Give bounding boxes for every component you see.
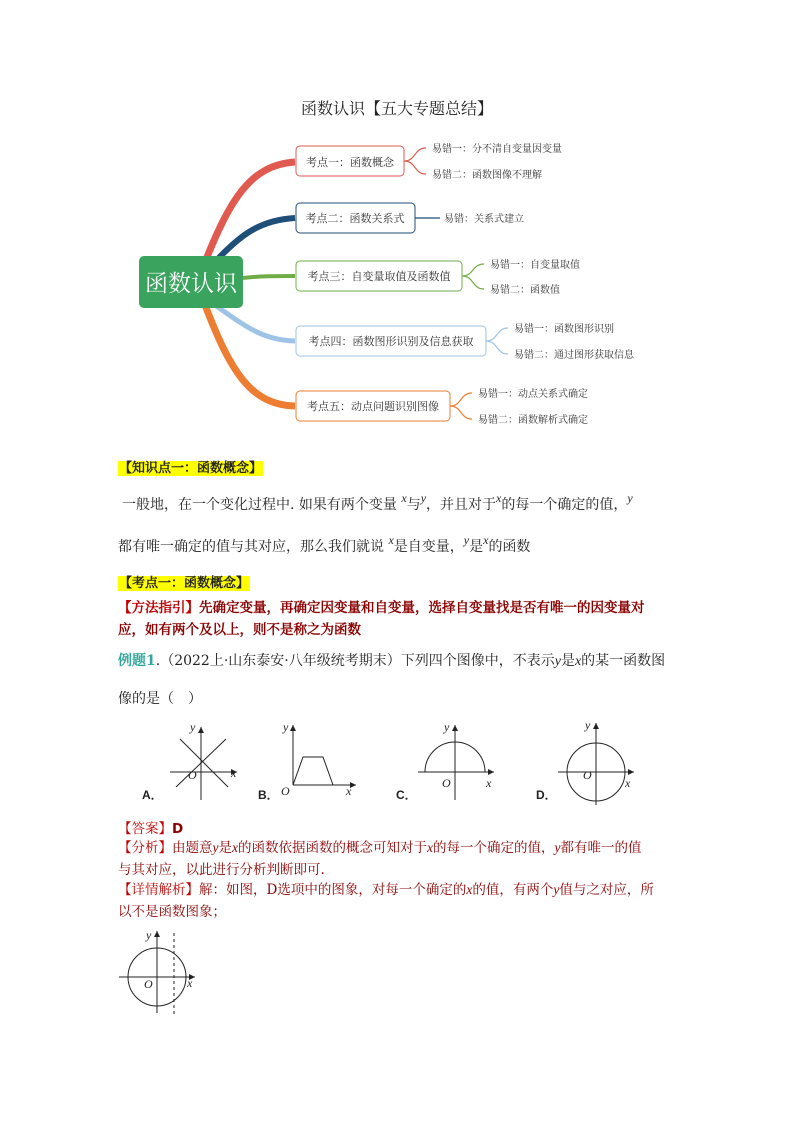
var-y: y	[212, 840, 219, 855]
option-a-label: A．	[142, 788, 163, 802]
axis-y-label: y	[146, 928, 152, 942]
def-text-2: ，并且对于	[426, 497, 497, 513]
analysis	[118, 837, 688, 881]
leaf-connector-1	[404, 148, 426, 174]
answer-value: D	[172, 821, 184, 837]
origin-label: O	[442, 776, 451, 790]
leaf-5-2: 易错二：函数解析式确定	[478, 415, 588, 426]
def-yu: 与	[406, 497, 421, 513]
graph-c	[418, 720, 494, 800]
analysis-line-2: 与其对应，以此进行分析判断即可.	[118, 862, 325, 878]
mindmap-root-label: 函数认识	[145, 271, 237, 297]
origin-label: O	[583, 768, 592, 782]
axis-x-label: x	[346, 784, 352, 798]
answer-label: 【答案】	[118, 821, 172, 837]
axis-y-label: y	[444, 720, 450, 734]
definition-line-1	[122, 491, 682, 514]
branch-connector-3	[243, 276, 295, 278]
option-c-label: C．	[396, 788, 417, 802]
branch-label-5: 考点五：动点问题识别图像	[307, 400, 439, 413]
var-y: y	[420, 491, 427, 505]
axis-y-label: y	[585, 718, 591, 732]
analysis-t5: 都有唯一的值	[560, 840, 642, 856]
branch-label-3: 考点三：自变量取值及函数值	[307, 270, 451, 283]
leaf-4-2: 易错二：通过图形获取信息	[514, 350, 634, 361]
def-text-4: 都有唯一确定的值与其对应，那么我们就说	[118, 539, 384, 555]
method-line-2: 应，如有两个及以上，则不是称之为函数	[118, 622, 361, 638]
def-text-3: 的每一个确定的值，	[501, 497, 628, 513]
leaf-connector-4	[486, 328, 508, 354]
example-label: 例题	[118, 653, 146, 669]
leaf-3-1: 易错一：自变量取值	[490, 260, 580, 271]
example-number: 1	[146, 653, 156, 669]
detail-label: 【详情解析】	[118, 882, 199, 898]
page-title: 函数认识【五大专题总结】	[300, 99, 493, 118]
var-x: x	[496, 491, 502, 505]
example-src: .（2022上·山东泰安·八年级统考期末）下列四个图像中，不表示	[155, 653, 555, 669]
def-text-1: 一般地，在一个变化过程中. 如果有两个变量	[122, 497, 397, 513]
def-text-7: 的函数	[488, 539, 531, 555]
origin-label: O	[188, 768, 197, 782]
var-x: x	[427, 840, 433, 855]
origin-label: O	[144, 977, 153, 991]
graph-b	[281, 720, 356, 798]
method-label: 【方法指引】	[118, 600, 199, 616]
axis-x-label: x	[231, 766, 237, 780]
leaf-5-1: 易错一：动点关系式确定	[478, 389, 588, 400]
branch-connector-1	[205, 162, 295, 262]
axis-y-label: y	[190, 720, 196, 734]
answer	[118, 817, 183, 837]
detail-t2: 的值，有两个	[472, 882, 554, 898]
detail-t3: 值与之对应，所	[559, 882, 654, 898]
detail-t1: 解：如图，D选项中的图象，对每一个确定的	[199, 882, 467, 898]
kaodian-tag: 【考点一：函数概念】	[119, 576, 250, 591]
analysis-t3: 的函数依据函数的概念可知对于	[238, 840, 427, 856]
axis-x-label: x	[625, 776, 631, 790]
axis-x-label: x	[187, 976, 193, 990]
var-y: y	[463, 533, 470, 547]
var-x: x	[466, 882, 473, 897]
mindmap	[0, 0, 794, 440]
axis-y-label: y	[283, 720, 289, 734]
option-graphs	[0, 715, 794, 810]
option-d-label: D．	[536, 788, 557, 802]
axis-x-label: x	[486, 776, 492, 790]
graph-a	[170, 720, 237, 800]
var-x: x	[483, 533, 489, 547]
analysis-t2: 是	[218, 840, 232, 856]
leaf-1-1: 易错一：分不清自变量因变量	[432, 144, 562, 155]
var-x: x	[401, 491, 407, 505]
leaf-3-2: 易错二：函数值	[490, 285, 560, 296]
option-b-label: B．	[258, 788, 279, 802]
var-y: y	[553, 882, 560, 897]
example-line-2: 像的是（ ）	[118, 691, 202, 707]
analysis-label: 【分析】	[118, 840, 172, 856]
branch-label-1: 考点一：函数概念	[306, 156, 394, 169]
leaf-4-1: 易错一：函数图形识别	[514, 324, 614, 335]
var-y: y	[554, 654, 561, 669]
leaf-2-1: 易错：关系式建立	[444, 214, 524, 225]
leaf-connector-5	[450, 393, 472, 419]
def-text-6: 是	[469, 539, 484, 555]
branch-connector-5	[205, 305, 295, 406]
detail-line-2: 以不是函数图象；	[118, 904, 226, 920]
method-guide	[118, 597, 688, 641]
branch-label-4: 考点四：函数图形识别及信息获取	[308, 335, 474, 348]
var-x: x	[574, 654, 582, 669]
branch-label-2: 考点二：函数关系式	[305, 212, 405, 225]
detail-explanation	[118, 879, 688, 923]
example-tail: 的某一函数图	[581, 653, 666, 669]
leaf-connector-3	[462, 264, 484, 289]
method-line-1: 先确定变量，再确定因变量和自变量，选择自变量找是否有唯一的因变量对	[199, 600, 645, 616]
definition-line-2	[118, 533, 678, 556]
origin-label: O	[281, 784, 290, 798]
example-question	[118, 650, 688, 670]
def-text-5: 是自变量，	[393, 539, 464, 555]
graph-d	[558, 718, 634, 805]
branch-connector-4	[215, 305, 295, 341]
knowledge-tag: 【知识点一：函数概念】	[119, 461, 263, 476]
var-y: y	[554, 840, 561, 855]
leaf-1-2: 易错二：函数图像不理解	[432, 170, 542, 181]
var-x: x	[388, 533, 394, 547]
var-y: y	[627, 491, 633, 505]
example-mid: 是	[560, 653, 575, 669]
solution-graph	[115, 925, 205, 1020]
var-x: x	[232, 840, 238, 855]
branch-connector-2	[215, 218, 295, 262]
analysis-t1: 由题意	[172, 840, 213, 856]
analysis-t4: 的每一个确定的值，	[433, 840, 555, 856]
